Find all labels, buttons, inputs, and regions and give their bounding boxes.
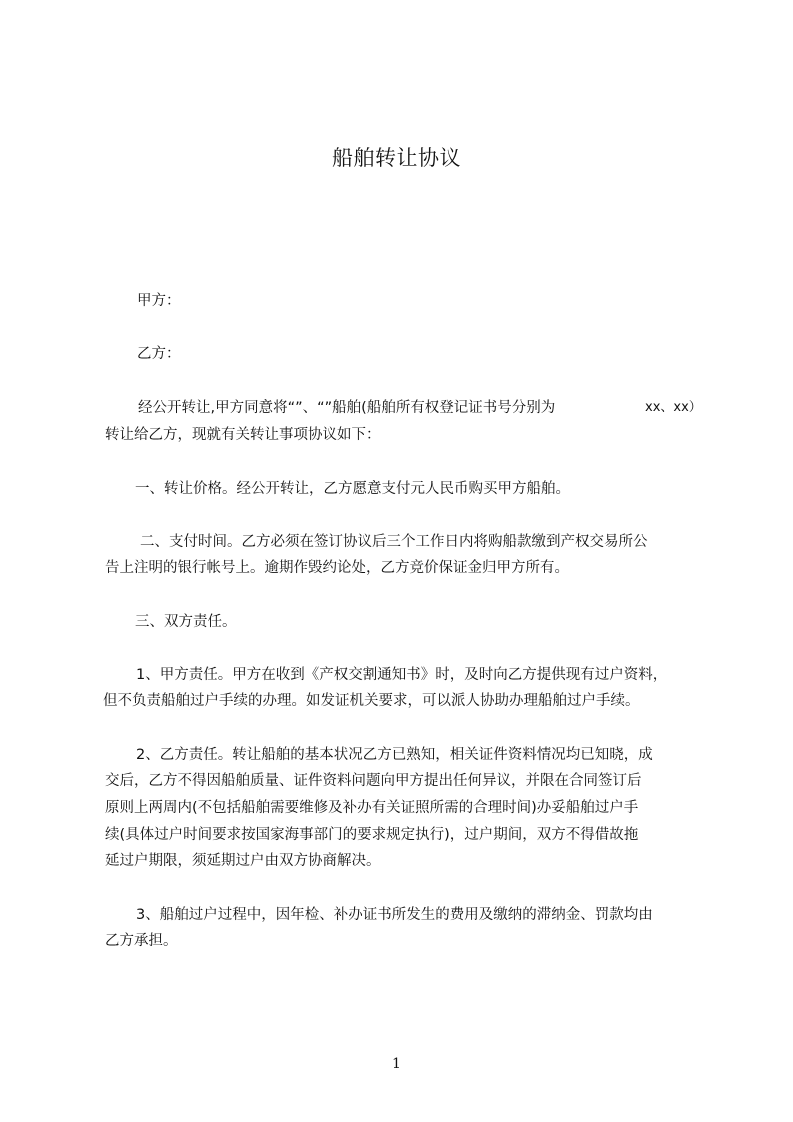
party-b-label: 乙方： xyxy=(137,346,181,362)
clause-1-line-1: 1、甲方责任。甲方在收到《产权交割通知书》时，及时向乙方提供现有过户资料， xyxy=(136,667,668,683)
clause-2-line-1: 2、乙方责任。转让船舶的基本状况乙方已熟知，相关证件资料情况均已知晓，成 xyxy=(136,747,653,763)
intro-cert-numbers: xx、xx） xyxy=(645,400,702,415)
clause-2-line-3: 原则上两周内(不包括船舶需要维修及补办有关证照所需的合理时间)办妥船舶过户手 xyxy=(105,800,639,816)
party-a-label: 甲方： xyxy=(137,293,181,309)
intro-line-1: 经公开转让,甲方同意将“”、“”船舶(船舶所有权登记证书号分别为 xyxy=(138,400,556,416)
clause-2-line-2: 交后，乙方不得因船舶质量、证件资料问题向甲方提出任何异议，并限在合同签订后 xyxy=(105,773,642,789)
clause-2-line-5: 延过户期限，须延期过户由双方协商解决。 xyxy=(105,853,381,869)
section-1-price: 一、转让价格。经公开转让，乙方愿意支付元人民币购买甲方船舶。 xyxy=(135,481,570,497)
section-3-heading: 三、双方责任。 xyxy=(135,614,237,630)
intro-line-2: 转让给乙方，现就有关转让事项协议如下： xyxy=(105,427,381,443)
section-2-line-1: 二、支付时间。乙方必须在签订协议后三个工作日内将购船款缴到产权交易所公 xyxy=(140,534,648,550)
page-number: 1 xyxy=(392,1056,401,1072)
clause-3-line-1: 3、船舶过户过程中，因年检、补办证书所发生的费用及缴纳的滞纳金、罚款均由 xyxy=(136,907,653,923)
clause-2-line-4: 续(具体过户时间要求按国家海事部门的要求规定执行)，过户期间，双方不得借故拖 xyxy=(105,827,639,843)
clause-3-line-2: 乙方承担。 xyxy=(105,933,178,949)
section-2-line-2: 告上注明的银行帐号上。逾期作毁约论处，乙方竞价保证金归甲方所有。 xyxy=(105,560,569,576)
clause-1-line-2: 但不负责船舶过户手续的办理。如发证机关要求，可以派人协助办理船舶过户手续。 xyxy=(103,693,640,709)
document-title: 船舶转让协议 xyxy=(332,146,461,170)
